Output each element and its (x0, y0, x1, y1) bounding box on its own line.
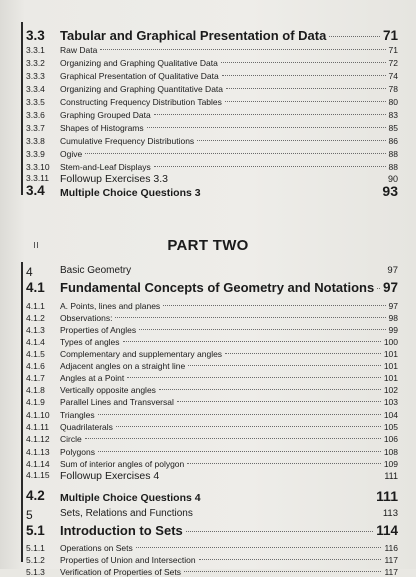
toc-entry-number (26, 183, 45, 198)
toc-entry-number (26, 422, 49, 432)
dot-leader (139, 329, 385, 330)
entry-number: 3.4 (26, 183, 45, 198)
dot-leader (136, 547, 382, 548)
toc-entry-number (26, 555, 45, 565)
left-rule-bottom (21, 262, 23, 562)
toc-entry[interactable] (60, 447, 398, 457)
dot-leader (100, 49, 385, 50)
toc-entry-number (26, 508, 33, 522)
entry-page-number: 86 (388, 136, 398, 146)
entry-number: 5.1.1 (26, 543, 45, 553)
entry-page-number: 93 (382, 183, 398, 199)
toc-entry-number (26, 337, 45, 347)
dot-leader (221, 62, 386, 63)
toc-entry-number (26, 71, 45, 81)
entry-number: 4.1.3 (26, 325, 45, 335)
dot-leader (98, 451, 381, 452)
entry-number: 3.3.7 (26, 123, 45, 133)
part-heading: PART TWO (167, 237, 249, 254)
toc-entry[interactable] (60, 543, 398, 553)
dot-leader (222, 75, 386, 76)
toc-entry-number (26, 488, 45, 503)
entry-page-number: 97 (387, 265, 398, 276)
entry-number: 3.3.4 (26, 84, 45, 94)
dot-leader (226, 88, 386, 89)
entry-title: Fundamental Concepts of Geometry and Notations (60, 280, 375, 295)
entry-number: 4.1.2 (26, 313, 45, 323)
entry-title: Organizing and Graphing Qualitative Data (60, 58, 218, 68)
toc-entry[interactable] (60, 488, 398, 504)
toc-entry[interactable] (60, 45, 398, 55)
toc-entry[interactable] (60, 397, 398, 407)
left-rule-top (21, 22, 23, 195)
dot-leader (127, 377, 381, 378)
entry-number: 4.1.4 (26, 337, 45, 347)
toc-entry[interactable] (60, 162, 398, 172)
toc-entry[interactable] (60, 349, 398, 359)
toc-entry-number (26, 45, 45, 55)
entry-page-number: 102 (383, 385, 398, 395)
toc-entry[interactable] (60, 555, 398, 565)
entry-number: 4 (26, 265, 33, 279)
entry-title: Observations: (60, 313, 113, 323)
entry-title: Stem-and-Leaf Displays (60, 162, 151, 172)
dot-leader (98, 414, 381, 415)
entry-title: Constructing Frequency Distribution Tables (60, 97, 222, 107)
toc-entry[interactable] (60, 28, 398, 43)
dot-leader (85, 438, 381, 439)
toc-entry[interactable] (60, 385, 398, 395)
entry-title: Sets, Relations and Functions (60, 508, 193, 519)
toc-entry-number (26, 265, 33, 279)
entry-title: Ogive (60, 149, 83, 159)
entry-number: 4.1.7 (26, 373, 45, 383)
dot-leader (225, 353, 381, 354)
entry-title: Polygons (60, 447, 95, 457)
toc-entry[interactable] (60, 422, 398, 432)
entry-page-number: 113 (382, 508, 398, 519)
entry-title: Vertically opposite angles (60, 385, 156, 395)
dot-leader (188, 365, 381, 366)
entry-page-number: 100 (383, 337, 398, 347)
entry-number: 4.1.6 (26, 361, 45, 371)
dot-leader (123, 341, 381, 342)
entry-number: 4.1.11 (26, 422, 50, 432)
toc-entry-number (26, 459, 50, 469)
dot-leader (154, 166, 386, 167)
toc-entry-number (26, 123, 45, 133)
toc-entry-number (26, 447, 50, 457)
toc-entry-number (26, 110, 45, 120)
entry-page-number: 108 (383, 447, 398, 457)
toc-entry[interactable] (60, 84, 398, 94)
dot-leader (163, 305, 385, 306)
toc-entry-number (26, 349, 45, 359)
dot-leader (184, 571, 381, 572)
part-mark: ıı (33, 239, 40, 251)
entry-page-number: 83 (388, 110, 398, 120)
entry-page-number: 88 (388, 149, 398, 159)
toc-entry[interactable] (60, 410, 398, 420)
toc-entry-number (26, 97, 45, 107)
entry-title: Basic Geometry (60, 265, 132, 276)
entry-page-number: 103 (383, 397, 398, 407)
entry-number: 3.3.11 (26, 173, 50, 183)
toc-entry-number (26, 325, 45, 335)
dot-leader (159, 389, 381, 390)
toc-entry-number (26, 162, 50, 172)
entry-title: Quadrilaterals (60, 422, 113, 432)
entry-page-number: 116 (384, 543, 398, 553)
entry-page-number: 97 (382, 280, 398, 295)
entry-title: Multiple Choice Questions 4 (60, 492, 201, 504)
entry-title: Properties of Angles (60, 325, 137, 335)
entry-page-number: 71 (382, 28, 398, 43)
entry-number: 3.3.2 (26, 58, 45, 68)
toc-entry-number (26, 523, 45, 538)
entry-page-number: 99 (388, 325, 398, 335)
toc-entry-number (26, 58, 45, 68)
toc-entry[interactable] (60, 434, 398, 444)
entry-title: Sum of interior angles of polygon (60, 459, 185, 469)
toc-entry-number (26, 385, 45, 395)
entry-title: Complementary and supplementary angles (60, 349, 223, 359)
entry-title: Graphical Presentation of Qualitative Data (60, 71, 219, 81)
entry-page-number: 101 (383, 361, 398, 371)
entry-page-number: 85 (388, 123, 398, 133)
entry-number: 3.3.6 (26, 110, 45, 120)
entry-page-number: 104 (383, 410, 398, 420)
entry-number: 3.3.10 (26, 162, 50, 172)
entry-number: 3.3 (26, 28, 45, 43)
entry-page-number: 74 (388, 71, 398, 81)
toc-entry[interactable] (60, 183, 398, 199)
entry-title: Parallel Lines and Transversal (60, 397, 174, 407)
dot-leader (377, 288, 380, 289)
dot-leader (186, 531, 373, 532)
toc-entry[interactable] (60, 280, 398, 295)
toc-entry[interactable] (60, 97, 398, 107)
entry-page-number: 80 (388, 97, 398, 107)
dot-leader (147, 127, 386, 128)
entry-page-number: 78 (388, 84, 398, 94)
toc-entry[interactable] (60, 508, 398, 519)
entry-number: 4.1.8 (26, 385, 45, 395)
entry-title: Followup Exercises 3.3 (60, 173, 168, 185)
entry-page-number: 72 (388, 58, 398, 68)
entry-title: Properties of Union and Intersection (60, 555, 196, 565)
toc-entry[interactable] (60, 71, 398, 81)
entry-title: Angles at a Point (60, 373, 125, 383)
entry-number: 4.1.13 (26, 447, 50, 457)
entry-number: 3.3.1 (26, 45, 45, 55)
toc-entry[interactable] (60, 313, 398, 323)
entry-page-number: 97 (388, 301, 398, 311)
entry-title: Triangles (60, 410, 95, 420)
entry-number: 4.1.9 (26, 397, 45, 407)
entry-title: Graphing Grouped Data (60, 110, 151, 120)
toc-entry-number (26, 410, 50, 420)
entry-title: Organizing and Graphing Quantitative Data (60, 84, 224, 94)
toc-entry[interactable] (60, 149, 398, 159)
entry-number: 4.1 (26, 280, 45, 295)
toc-entry[interactable] (60, 523, 398, 538)
entry-number: 4.2 (26, 488, 45, 503)
dot-leader (116, 426, 381, 427)
dot-leader (199, 559, 382, 560)
toc-entry-number (26, 543, 45, 553)
dot-leader (197, 140, 385, 141)
toc-entry[interactable] (60, 110, 398, 120)
toc-entry[interactable] (60, 470, 398, 482)
dot-leader (154, 114, 386, 115)
dot-leader (115, 317, 385, 318)
entry-number: 5 (26, 508, 33, 522)
toc-entry-number (26, 397, 45, 407)
entry-number: 5.1.2 (26, 555, 45, 565)
dot-leader (329, 36, 380, 37)
entry-title: Circle (60, 434, 82, 444)
entry-page-number: 111 (376, 488, 398, 504)
entry-number: 4.1.5 (26, 349, 45, 359)
toc-entry-number (26, 136, 45, 146)
entry-page-number: 106 (383, 434, 398, 444)
entry-title: Operations on Sets (60, 543, 133, 553)
toc-entry-number (26, 84, 45, 94)
toc-entry[interactable] (60, 325, 398, 335)
toc-entry[interactable] (60, 459, 398, 469)
toc-entry[interactable] (60, 301, 398, 311)
entry-page-number: 105 (383, 422, 398, 432)
entry-number: 3.3.8 (26, 136, 45, 146)
entry-number: 4.1.12 (26, 434, 50, 444)
toc-entry-number (26, 173, 49, 183)
entry-title: Introduction to Sets (60, 523, 183, 538)
entry-page-number: 117 (384, 555, 398, 565)
entry-page-number: 98 (388, 313, 398, 323)
entry-number: 5.1.3 (26, 567, 45, 577)
toc-entry-number (26, 361, 45, 371)
entry-page-number: 90 (387, 174, 398, 184)
entry-title: Tabular and Graphical Presentation of Data (60, 28, 327, 43)
toc-entry-number (26, 28, 45, 43)
entry-title: Adjacent angles on a straight line (60, 361, 186, 371)
dot-leader (85, 153, 385, 154)
entry-title: Verification of Properties of Sets (60, 567, 181, 577)
toc-entry-number (26, 434, 50, 444)
entry-title: Shapes of Histograms (60, 123, 144, 133)
toc-entry[interactable] (60, 337, 398, 347)
toc-entry[interactable] (60, 58, 398, 68)
entry-number: 4.1.15 (26, 470, 50, 480)
dot-leader (225, 101, 386, 102)
entry-number: 3.3.3 (26, 71, 45, 81)
entry-number: 3.3.5 (26, 97, 45, 107)
entry-page-number: 114 (376, 523, 398, 538)
entry-page-number: 71 (388, 45, 398, 55)
entry-number: 5.1 (26, 523, 45, 538)
entry-title: Followup Exercises 4 (60, 470, 160, 482)
toc-entry-number (26, 313, 45, 323)
toc-entry-number (26, 149, 45, 159)
toc-entry-number (26, 280, 45, 295)
toc-entry[interactable] (60, 361, 398, 371)
entry-number: 3.3.9 (26, 149, 45, 159)
entry-page-number: 117 (384, 567, 398, 577)
dot-leader (177, 401, 381, 402)
entry-title: Raw Data (60, 45, 98, 55)
toc-entry[interactable] (60, 265, 398, 276)
entry-title: Multiple Choice Questions 3 (60, 187, 201, 199)
toc-entry[interactable] (60, 136, 398, 146)
entry-page-number: 101 (383, 373, 398, 383)
entry-page-number: 88 (388, 162, 398, 172)
entry-title: Types of angles (60, 337, 120, 347)
entry-number: 4.1.1 (26, 301, 45, 311)
entry-page-number: 111 (384, 471, 398, 481)
toc-entry-number (26, 301, 45, 311)
entry-title: Cumulative Frequency Distributions (60, 136, 195, 146)
entry-title: A. Points, lines and planes (60, 301, 161, 311)
toc-entry-number (26, 470, 50, 480)
toc-entry-number (26, 373, 45, 383)
entry-number: 4.1.14 (26, 459, 50, 469)
entry-page-number: 109 (383, 459, 398, 469)
entry-number: 4.1.10 (26, 410, 50, 420)
toc-entry[interactable] (60, 373, 398, 383)
dot-leader (187, 463, 381, 464)
toc-entry[interactable] (60, 123, 398, 133)
entry-page-number: 101 (383, 349, 398, 359)
